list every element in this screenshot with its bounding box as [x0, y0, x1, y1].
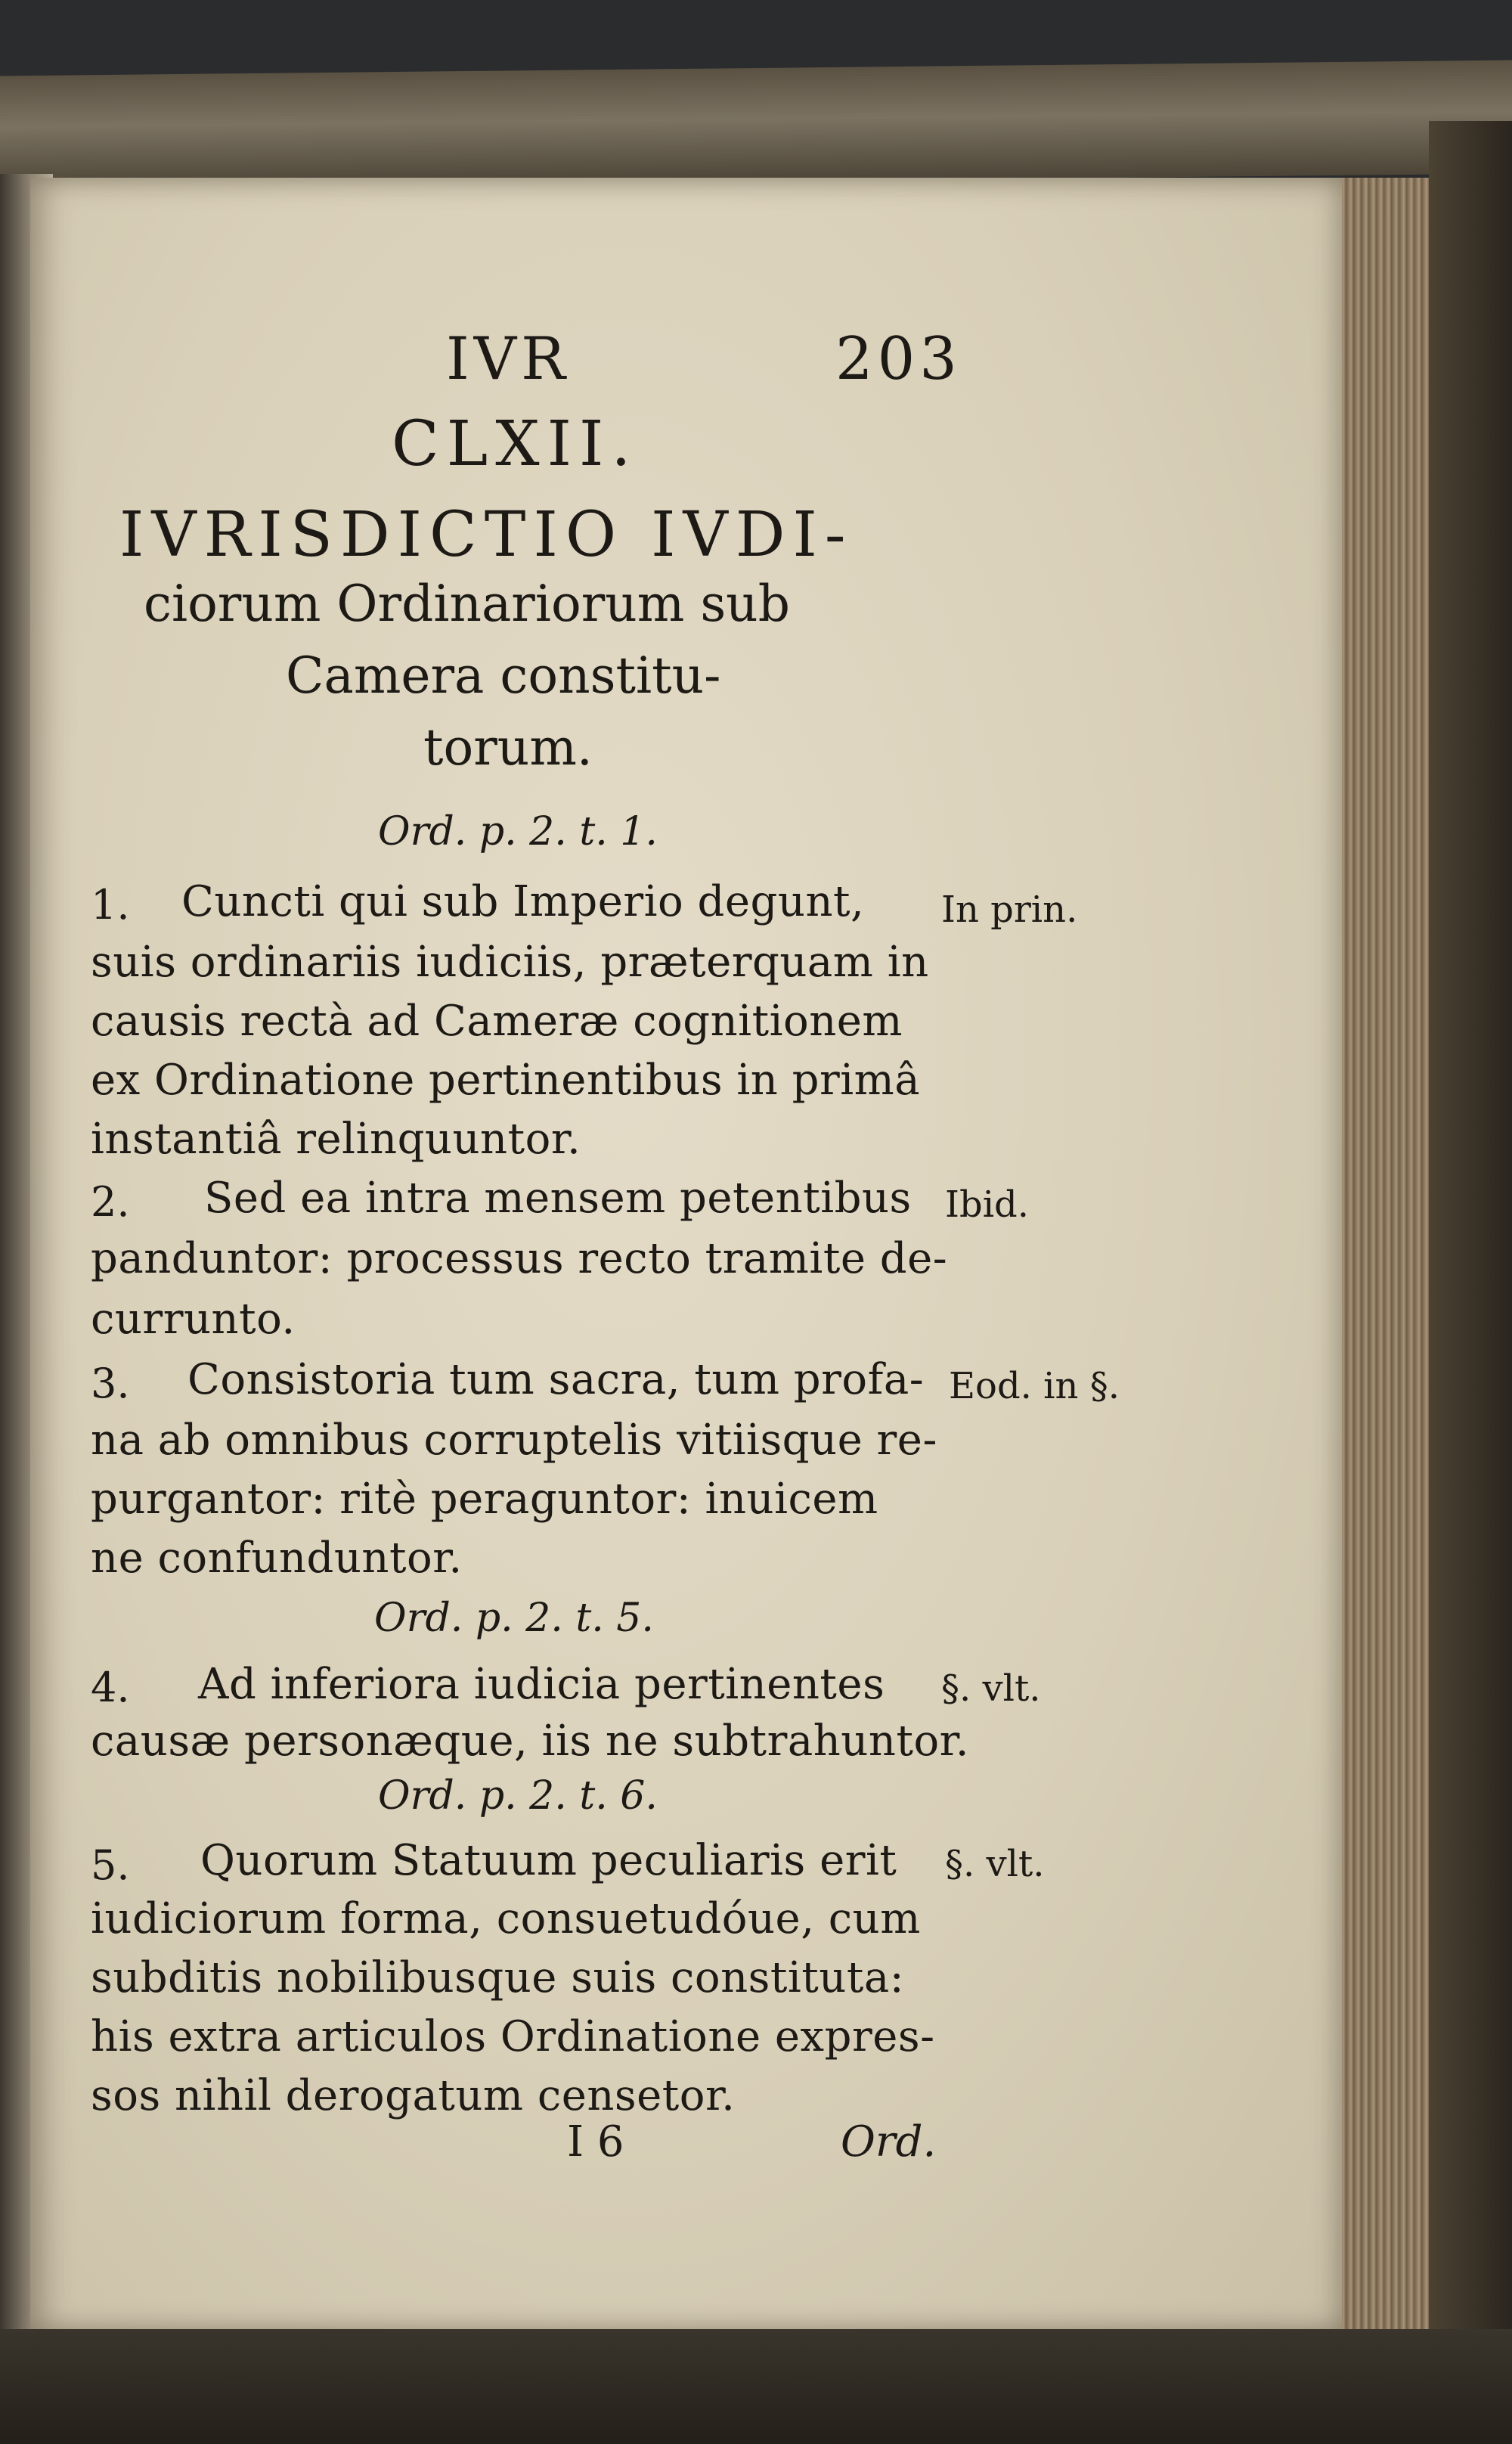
- title-line-2: ciorum Ordinariorum sub: [144, 575, 790, 633]
- catchword: Ord.: [841, 2117, 937, 2166]
- source-ref: Ord. p. 2. t. 6.: [378, 1773, 658, 1819]
- title-line-3: Camera constitu-: [286, 647, 721, 705]
- paragraph-line: Ad inferiora iudicia pertinentes: [198, 1660, 885, 1709]
- title-line-4: torum.: [423, 718, 593, 777]
- margin-note: Ibid.: [945, 1183, 1030, 1226]
- paragraph-number: 3.: [91, 1360, 130, 1407]
- paragraph-line: his extra articulos Ordinatione expres-: [91, 2012, 935, 2061]
- paragraph-line: instantiâ relinquuntor.: [91, 1115, 581, 1164]
- margin-note: §. vlt.: [941, 1667, 1041, 1710]
- paragraph-line: Quorum Statuum peculiaris erit: [200, 1836, 897, 1885]
- title-line-1: IVRISDICTIO IVDI-: [119, 499, 854, 571]
- paragraph-line: causis rectà ad Cameræ cognitionem: [91, 997, 903, 1046]
- paragraph-line: causæ personæque, iis ne subtrahuntor.: [91, 1717, 970, 1766]
- paragraph-line: iudiciorum forma, consuetudóue, cum: [91, 1894, 921, 1943]
- margin-note: Eod. in §.: [949, 1365, 1120, 1407]
- running-head: IVR: [446, 325, 570, 393]
- paragraph-line: Consistoria tum sacra, tum profa-: [187, 1355, 925, 1404]
- paragraph-number: 4.: [91, 1664, 130, 1711]
- paragraph-number: 1.: [91, 881, 130, 929]
- paragraph-line: ne confunduntor.: [91, 1534, 463, 1583]
- paragraph-line: suis ordinariis iudiciis, præterquam in: [91, 938, 929, 987]
- paragraph-line: sos nihil derogatum censetor.: [91, 2071, 736, 2120]
- paragraph-line: purgantor: ritè peraguntor: inuicem: [91, 1475, 878, 1524]
- signature-mark: I 6: [567, 2117, 624, 2166]
- source-ref: Ord. p. 2. t. 1.: [378, 809, 658, 854]
- paragraph-line: currunto.: [91, 1295, 296, 1344]
- paragraph-number: 2.: [91, 1178, 130, 1226]
- chapter-number: CLXII.: [392, 408, 639, 480]
- margin-note: §. vlt.: [945, 1843, 1045, 1885]
- paragraph-line: panduntor: processus recto tramite de-: [91, 1234, 948, 1283]
- margin-note: In prin.: [941, 889, 1078, 931]
- paragraph-line: ex Ordinatione pertinentibus in primâ: [91, 1056, 921, 1105]
- paragraph-line: Cuncti qui sub Imperio degunt,: [181, 877, 865, 926]
- paragraph-line: na ab omnibus corruptelis vitiisque re-: [91, 1416, 937, 1465]
- paragraph-number: 5.: [91, 1841, 130, 1889]
- source-ref: Ord. p. 2. t. 5.: [374, 1596, 654, 1641]
- paragraph-line: subditis nobilibusque suis constituta:: [91, 1953, 905, 2002]
- page-number: 203: [835, 325, 962, 393]
- paragraph-line: Sed ea intra mensem petentibus: [204, 1174, 912, 1223]
